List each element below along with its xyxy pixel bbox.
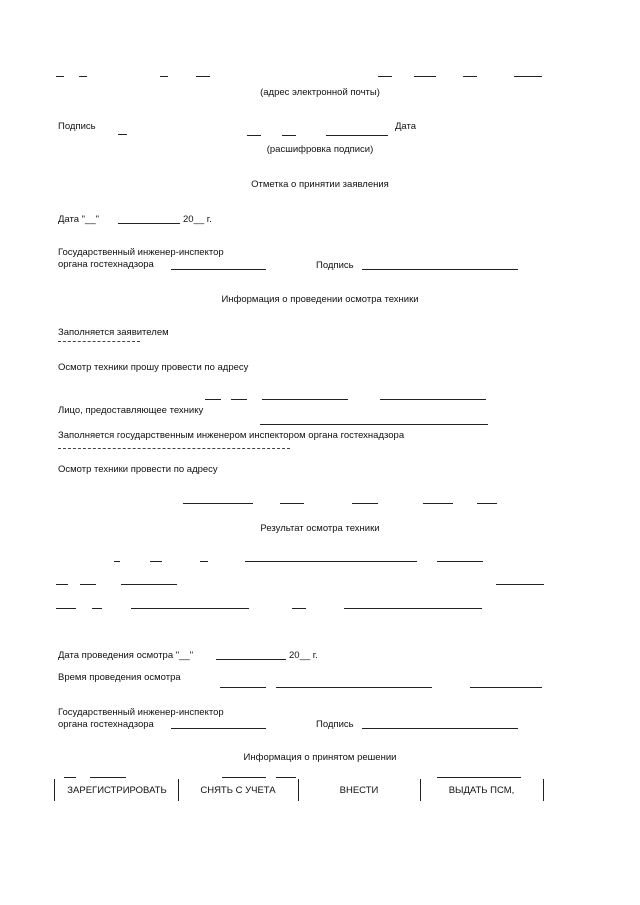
- blank-line: [131, 608, 249, 609]
- blank-line: [216, 659, 286, 660]
- time-label: Время проведения осмотра: [58, 672, 181, 683]
- cell-border: [178, 779, 179, 801]
- cell-border: [420, 779, 421, 801]
- register-option: ЗАРЕГИСТРИРОВАТЬ: [67, 785, 167, 796]
- blank-line: [200, 561, 208, 562]
- blank-line: [92, 608, 102, 609]
- blank-line: [362, 728, 518, 729]
- result-signature-label: Подпись: [316, 719, 354, 730]
- blank-line: [378, 76, 392, 77]
- cell-border: [54, 779, 55, 801]
- date-label: Дата: [395, 121, 417, 132]
- blank-line: [380, 399, 486, 400]
- blank-line: [414, 76, 436, 77]
- blank-line: [121, 584, 177, 585]
- acceptance-year: 20__ г.: [183, 214, 212, 225]
- blank-line: [80, 584, 96, 585]
- blank-line: [56, 608, 76, 609]
- blank-line: [183, 503, 253, 504]
- blank-line: [292, 608, 306, 609]
- result-year: 20__ г.: [289, 650, 318, 661]
- blank-line: [118, 134, 127, 135]
- cell-border: [298, 779, 299, 801]
- blank-line: [220, 687, 266, 688]
- result-title: Результат осмотра техники: [260, 523, 380, 534]
- blank-line: [90, 777, 126, 778]
- blank-line: [118, 223, 180, 224]
- acceptance-signature-label: Подпись: [316, 260, 354, 271]
- blank-line: [437, 777, 521, 778]
- blank-line: [245, 561, 417, 562]
- inspector-organ: органа гостехнадзора: [58, 259, 154, 270]
- blank-line: [196, 76, 210, 77]
- blank-line: [344, 608, 482, 609]
- cell-border: [543, 779, 544, 801]
- blank-line: [56, 584, 68, 585]
- decision-title: Информация о принятом решении: [243, 752, 397, 763]
- acceptance-date-prefix: Дата "__": [58, 214, 99, 225]
- blank-line: [276, 777, 296, 778]
- blank-line: [437, 561, 483, 562]
- dashed-line: [58, 448, 290, 449]
- dashed-line: [58, 341, 140, 342]
- blank-line: [150, 561, 162, 562]
- blank-line: [231, 399, 247, 400]
- result-date-prefix: Дата проведения осмотра "__": [58, 650, 194, 661]
- blank-line: [463, 76, 477, 77]
- blank-line: [276, 687, 432, 688]
- result-inspector-organ: органа гостехнадзора: [58, 719, 154, 730]
- presenter-label: Лицо, предоставляющее технику: [58, 405, 204, 416]
- acceptance-title: Отметка о принятии заявления: [251, 179, 389, 190]
- blank-line: [160, 76, 168, 77]
- blank-line: [423, 503, 453, 504]
- blank-line: [205, 399, 221, 400]
- blank-line: [64, 777, 76, 778]
- blank-line: [114, 561, 120, 562]
- result-inspector-title: Государственный инженер-инспектор: [58, 707, 224, 718]
- blank-line: [262, 399, 348, 400]
- blank-line: [362, 269, 518, 270]
- blank-line: [280, 503, 304, 504]
- inspection-info-title: Информация о проведении осмотра техники: [221, 294, 419, 305]
- blank-line: [514, 76, 542, 77]
- blank-line: [352, 503, 378, 504]
- blank-line: [171, 728, 266, 729]
- deregister-option: СНЯТЬ С УЧЕТА: [200, 785, 276, 796]
- blank-line: [79, 76, 87, 77]
- blank-line: [56, 76, 64, 77]
- blank-line: [247, 135, 261, 136]
- inspector-title: Государственный инженер-инспектор: [58, 247, 224, 258]
- signature-decode-caption: (расшифровка подписи): [266, 144, 374, 155]
- blank-line: [496, 584, 544, 585]
- blank-line: [282, 135, 296, 136]
- issue-psm-option: ВЫДАТЬ ПСМ,: [448, 785, 515, 796]
- email-caption: (адрес электронной почты): [260, 87, 380, 98]
- blank-line: [222, 777, 266, 778]
- blank-line: [477, 503, 497, 504]
- blank-line: [171, 269, 266, 270]
- request-address-label: Осмотр техники прошу провести по адресу: [58, 362, 249, 373]
- conduct-address-label: Осмотр техники провести по адресу: [58, 464, 218, 475]
- filled-by-inspector: Заполняется государственным инженером инспектором органа гостехнадзора: [58, 430, 405, 441]
- signature-label: Подпись: [58, 121, 96, 132]
- blank-line: [326, 135, 388, 136]
- filled-by-applicant: Заполняется заявителем: [58, 327, 169, 338]
- enter-option: ВНЕСТИ: [339, 785, 379, 796]
- blank-line: [260, 424, 488, 425]
- blank-line: [470, 687, 542, 688]
